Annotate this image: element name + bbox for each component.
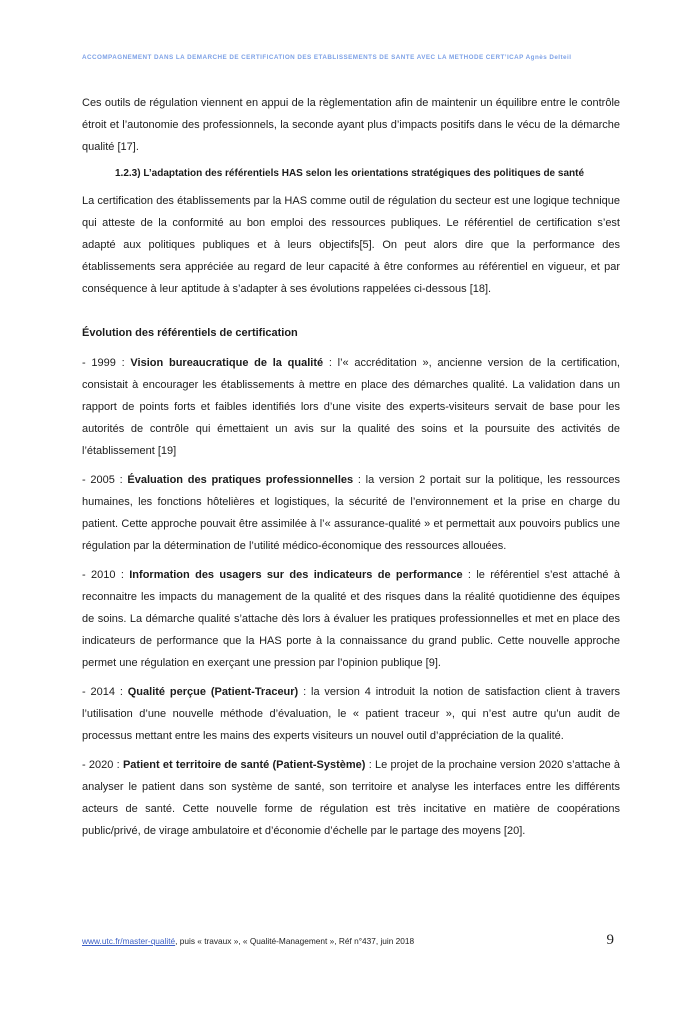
timeline-year-prefix: - 2005 : <box>82 474 128 486</box>
timeline-entry-2010 <box>82 564 620 674</box>
timeline-term: Information des usagers sur des indicateurs de performance <box>129 569 463 581</box>
timeline-term: Évaluation des pratiques professionnelles <box>127 474 354 486</box>
page-footer <box>82 936 562 946</box>
timeline-text: : la version 2 portait sur la politique, les ressources humaines, les fonctions hôtelières et logistiques, la sécurité de l’environnement et la prise en charge du patient. Cette approche pouvait être assimilée à l’« assurance-qualité » et permettait aux pouvoirs publics une régulation par la détermination de l’utilité médico-économique des ressources allouées. <box>82 474 621 552</box>
paragraph-section-body: La certification des établissements par la HAS comme outil de régulation du secteur est une logique technique qui atteste de la conformité au bon emploi des ressources publiques. Le référentiel de certification s’est adapté aux politiques publiques et à leurs objectifs[5]. On peut alors dire que la performance des établissements sera appréciée au regard de leur capacité à être conformes au référentiel en vigueur, et par conséquence à leur aptitude à s’adapter à ses évolutions rappelées ci-dessous [18]. <box>82 195 620 295</box>
timeline-text: : l’« accréditation », ancienne version de la certification, consistait à encourager les établissements à mettre en place des démarches qualité. La validation dans un rapport de points forts et faibles identifiés lors d’une visite des experts-visiteurs servait de base pour les autorités de contrôle qui émettaient un avis sur la qualité des soins et la poursuite des activités de l’établissement [19] <box>82 357 620 457</box>
timeline-entry-1999 <box>82 352 620 462</box>
timeline-entry-2020 <box>82 754 620 842</box>
timeline-year-prefix: - 2020 : <box>82 759 123 771</box>
subheading-evolution: Évolution des référentiels de certification <box>82 327 298 339</box>
timeline-entry-2014 <box>82 681 620 747</box>
section-heading-1-2-3: 1.2.3) L’adaptation des référentiels HAS selon les orientations stratégiques des politiques de santé <box>115 168 585 179</box>
footer-reference-text: , puis « travaux », « Qualité-Management », Réf n°437, juin 2018 <box>175 936 415 946</box>
timeline-text: : Le projet de la prochaine version 2020 s’attache à analyser le patient dans son système de santé, son territoire et analyse les interfaces entre les différents acteurs de santé. Cette nouvelle forme de régulation est très incitative en matière de coopérations public/privé, de virage ambulatoire et d’économie d’échelle par le partage des moyens [20]. <box>82 759 620 837</box>
timeline-term: Patient et territoire de santé (Patient-Système) <box>122 759 366 771</box>
timeline-year-prefix: - 2010 : <box>82 569 130 581</box>
timeline-term: Vision bureaucratique de la qualité <box>130 357 324 369</box>
timeline-text: : la version 4 introduit la notion de satisfaction client à travers l’utilisation d’une nouvelle méthode d’évaluation, le « patient traceur », qui n’est autre qu’un audit de processus mettant entre les mains des experts visiteurs un nouvel outil d’appréciation de la qualité. <box>82 686 620 742</box>
page-number: 9 <box>606 932 614 948</box>
timeline-year-prefix: - 2014 : <box>82 686 128 698</box>
footer-hyperlink[interactable]: www.utc.fr/master-qualité <box>82 936 176 946</box>
running-header-author: Agnès Delteil <box>523 54 572 61</box>
running-header-title: ACCOMPAGNEMENT DANS LA DEMARCHE DE CERTIFICATION DES ETABLISSEMENTS DE SANTE AVEC LA METHODE CERT’ICAP <box>82 54 524 61</box>
timeline-year-prefix: - 1999 : <box>82 357 131 369</box>
running-header <box>82 54 642 61</box>
page-body <box>82 92 620 849</box>
timeline-text: : le référentiel s’est attaché à reconnaitre les impacts du management de la qualité et des risques dans la réalité quotidienne des équipes de soins. La démarche qualité s’attache dès lors à évaluer les pratiques professionnelles et met en place des indicateurs de performance que la HAS porte à la connaissance du grand public. Cette nouvelle approche permet une régulation en exerçant une pression par l’opinion publique [9]. <box>82 569 621 669</box>
paragraph-intro: Ces outils de régulation viennent en appui de la règlementation afin de maintenir un équilibre entre le contrôle étroit et l’autonomie des professionnels, la seconde ayant plus d’impacts positifs dans le vécu de la démarche qualité [17]. <box>82 97 620 153</box>
timeline-term: Qualité perçue (Patient-Traceur) <box>127 686 299 698</box>
timeline-entry-2005 <box>82 469 620 557</box>
